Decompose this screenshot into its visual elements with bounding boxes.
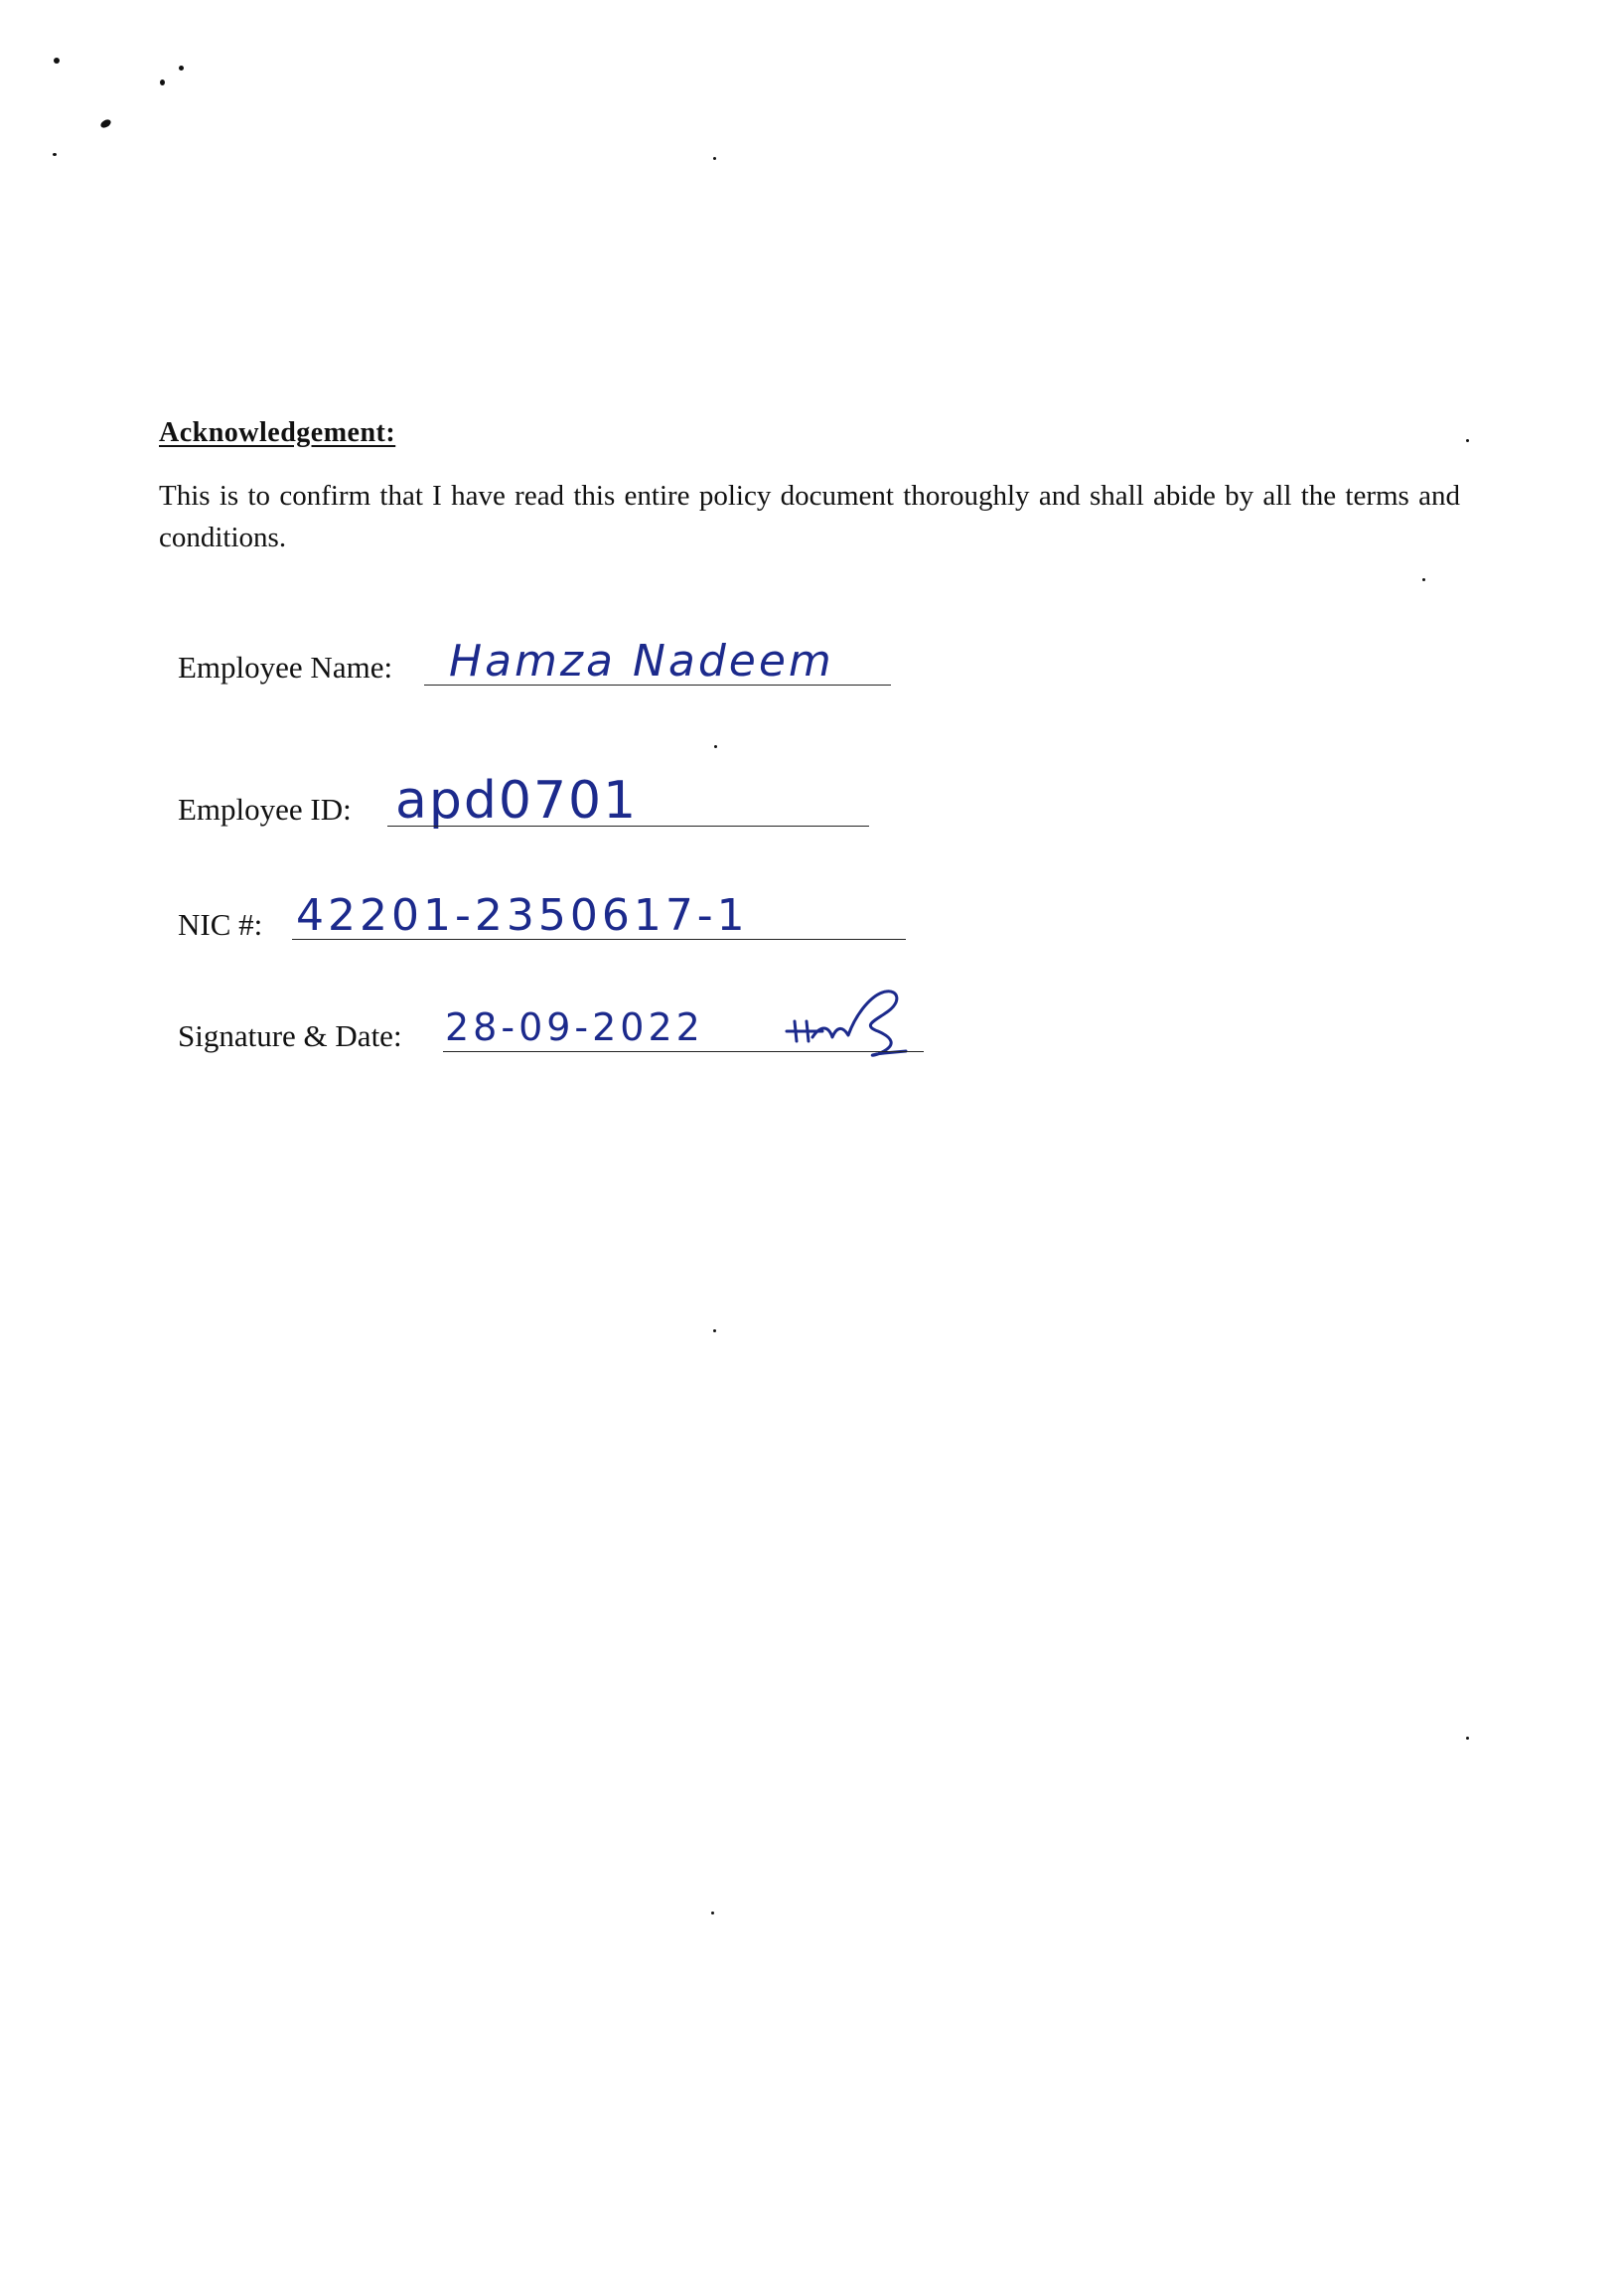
signature-date-label: Signature & Date: xyxy=(178,1018,402,1053)
scan-speck xyxy=(1466,439,1469,442)
scan-speck xyxy=(160,79,165,85)
scan-speck xyxy=(179,66,184,71)
confirmation-text: This is to confirm that I have read this entire policy document thoroughly and shall abide by all the terms and conditions. xyxy=(159,480,1460,553)
scan-speck xyxy=(711,1912,714,1914)
scan-speck xyxy=(1466,1737,1469,1740)
scan-speck xyxy=(713,157,716,160)
scan-speck xyxy=(53,153,57,156)
nic-line xyxy=(292,939,906,940)
signature-date-value: 28-09-2022 xyxy=(445,1005,704,1049)
signature-date-line xyxy=(443,1051,924,1052)
employee-name-value: Hamza Nadeem xyxy=(449,636,834,687)
nic-label: NIC #: xyxy=(178,907,263,942)
scan-speck xyxy=(99,118,112,130)
scan-speck xyxy=(1422,578,1425,581)
employee-id-value: apd0701 xyxy=(395,771,639,831)
employee-name-line xyxy=(424,685,891,686)
employee-id-line xyxy=(387,826,869,827)
scan-speck xyxy=(714,745,717,748)
employee-name-label: Employee Name: xyxy=(178,650,393,685)
scan-speck xyxy=(54,58,60,64)
acknowledgement-heading: Acknowledgement: xyxy=(159,417,396,448)
scan-speck xyxy=(713,1329,716,1332)
nic-value: 42201-2350617-1 xyxy=(296,890,749,941)
employee-id-label: Employee ID: xyxy=(178,792,352,827)
